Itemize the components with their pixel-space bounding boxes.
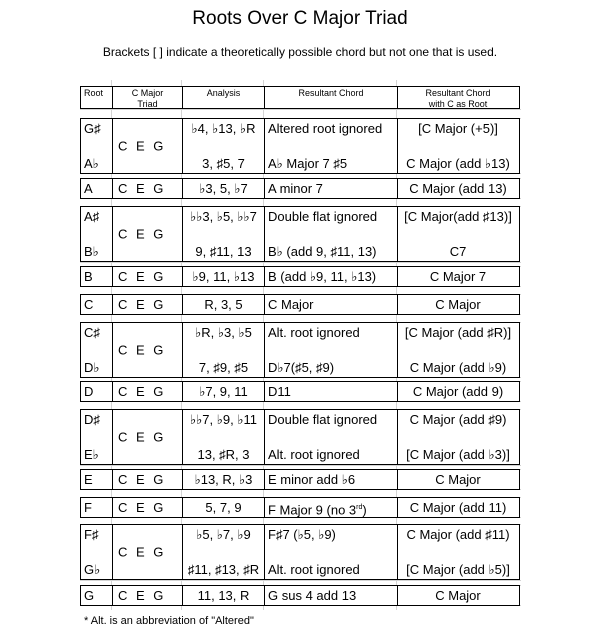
root-name: A [84,181,93,196]
gridline [80,580,521,581]
c-root-chord: C Major 7 [429,269,487,284]
header-resultant-chord: Resultant Chord [264,87,397,108]
root-cell [81,525,112,579]
root-flat: A♭ [84,156,99,171]
resultant-chord-cell [264,498,397,517]
triad-cell [112,267,182,286]
triad-notes: C E G [118,472,164,487]
table-row [80,409,520,465]
chord-name: E minor add ♭6 [268,472,356,487]
root-name: E [84,472,93,487]
table-header [80,86,520,109]
root-sharp: C♯ [84,325,100,340]
analysis-flat: 3, ♯5, 7 [202,156,245,171]
chord-flat: D♭7(♯5, ♯9) [268,360,335,375]
chord-flat: B♭ (add 9, ♯11, 13) [268,244,377,259]
chord-flat: A♭ Major 7 ♯5 [268,156,348,171]
table-row [80,206,520,262]
root-cell [81,119,112,173]
c-root-chord-cell [397,525,518,579]
triad-notes: C E G [118,544,164,560]
root-flat: D♭ [84,360,100,375]
triad-cell [112,498,182,517]
c-root-chord-cell [397,382,518,401]
analysis-cell [182,470,264,489]
chord-sharp: Double flat ignored [268,209,378,224]
analysis-cell [182,382,264,401]
root-cell [81,295,112,314]
root-name: G [84,588,95,603]
triad-cell [112,323,182,377]
chord-name: A minor 7 [268,181,323,196]
c-root-sharp: [C Major (+5)] [418,121,498,136]
analysis-cell [182,295,264,314]
triad-notes: C E G [118,269,164,284]
resultant-chord-cell [264,267,397,286]
analysis-cell [182,207,264,261]
subtitle-note: Brackets [ ] indicate a theoretically possible chord but not one that is used. [102,45,498,59]
analysis-flat: 7, ♯9, ♯5 [198,360,249,375]
root-sharp: F♯ [84,527,99,542]
root-cell [81,586,112,605]
root-name: C [84,297,94,312]
header-c-root-line1: Resultant Chord [425,88,491,98]
triad-notes: C E G [118,181,164,196]
triad-notes: C E G [118,226,164,242]
chord-text: F Major 9 (no 3 [268,502,357,518]
c-root-chord-cell [397,323,518,377]
c-root-chord-cell [397,119,518,173]
analysis-value: ♭7, 9, 11 [199,384,248,399]
table-row [80,585,520,606]
analysis-cell [182,119,264,173]
footnote: * Alt. is an abbreviation of "Altered" [84,615,254,627]
resultant-chord-cell [264,207,397,261]
triad-cell [112,295,182,314]
chord-sharp: Double flat ignored [268,412,378,427]
chord-flat: Alt. root ignored [268,447,360,462]
c-root-sharp: [C Major (add ♯R)] [404,325,512,340]
resultant-chord-cell [264,295,397,314]
root-cell [81,179,112,198]
header-analysis: Analysis [182,87,264,108]
triad-cell [112,470,182,489]
analysis-flat: 9, ♯11, 13 [195,244,252,259]
root-sharp: G♯ [84,121,101,136]
analysis-value: ♭9, 11, ♭13 [192,269,255,284]
table-row [80,266,520,287]
c-root-chord: C Major [435,472,481,487]
table-row [80,118,520,174]
table-row [80,381,520,402]
analysis-flat: 13, ♯R, 3 [197,447,250,462]
analysis-cell [182,586,264,605]
chord-name [268,500,367,517]
triad-cell [112,119,182,173]
chord-flat: Alt. root ignored [268,562,360,577]
header-root: Root [84,88,104,98]
triad-cell [112,382,182,401]
header-c-root-line2: with C as Root [428,99,488,109]
chord-superscript: rd [356,504,363,511]
triad-notes: C E G [118,429,164,445]
root-sharp: D♯ [84,412,100,427]
root-cell [81,267,112,286]
page-title: Roots Over C Major Triad [192,8,408,29]
triad-notes: C E G [118,384,164,399]
analysis-cell [182,323,264,377]
root-name: F [84,500,92,515]
triad-notes: C E G [118,500,164,515]
analysis-cell [182,498,264,517]
c-root-flat: C Major (add ♭13) [406,156,510,171]
resultant-chord-cell [264,382,397,401]
table-row [80,497,520,518]
c-root-chord: C Major (add 9) [412,384,504,399]
chord-name: C Major [268,297,314,312]
analysis-sharp: ♭♭3, ♭5, ♭♭7 [190,209,257,224]
chord-sharp: Altered root ignored [268,121,383,136]
root-cell [81,470,112,489]
resultant-chord-cell [264,323,397,377]
table-row [80,322,520,378]
analysis-value: 5, 7, 9 [205,500,242,515]
analysis-cell [182,410,264,464]
analysis-value: ♭3, 5, ♭7 [199,181,248,196]
c-root-flat: [C Major (add ♭5)] [406,562,510,577]
chord-text-end: ) [362,502,367,518]
c-root-flat: C7 [449,244,467,259]
triad-notes: C E G [118,138,164,154]
chord-sharp: Alt. root ignored [268,325,360,340]
chord-name: D11 [268,384,291,399]
triad-notes: C E G [118,342,164,358]
c-root-chord-cell [397,267,518,286]
root-cell [81,498,112,517]
analysis-flat: ♯11, ♯13, ♯R [187,562,260,577]
chord-name: G sus 4 add 13 [268,588,357,603]
resultant-chord-cell [264,119,397,173]
analysis-sharp: ♭R, ♭3, ♭5 [195,325,252,340]
c-root-chord: C Major [435,588,481,603]
root-name: D [84,384,94,399]
c-root-chord: C Major (add 13) [409,181,507,196]
header-triad-line1: C Major [131,88,164,98]
resultant-chord-cell [264,179,397,198]
table-row [80,524,520,580]
root-flat: G♭ [84,562,101,577]
c-root-sharp: [C Major(add ♯13)] [404,209,512,224]
header-triad [112,87,182,108]
triad-notes: C E G [118,588,164,603]
analysis-sharp: ♭4, ♭13, ♭R [191,121,256,136]
c-root-flat: C Major (add ♭9) [409,360,507,375]
c-root-sharp: C Major (add ♯9) [409,412,507,427]
c-root-chord-cell [397,410,518,464]
analysis-sharp: ♭5, ♭7, ♭9 [196,527,251,542]
analysis-cell [182,267,264,286]
root-cell [81,323,112,377]
table-row [80,178,520,199]
root-sharp: A♯ [84,209,100,224]
c-root-chord: C Major (add 11) [409,500,507,515]
analysis-sharp: ♭♭7, ♭9, ♭11 [190,412,257,427]
table-row [80,469,520,490]
analysis-value: R, 3, 5 [204,297,243,312]
table-row [80,294,520,315]
header-triad-line2: Triad [137,99,158,109]
gridline [80,465,521,466]
root-cell [81,382,112,401]
c-root-chord-cell [397,498,518,517]
chord-name: B (add ♭9, 11, ♭13) [268,269,377,284]
c-root-chord-cell [397,295,518,314]
c-root-chord-cell [397,207,518,261]
c-root-sharp: C Major (add ♯11) [406,527,510,542]
triad-cell [112,586,182,605]
analysis-value: 11, 13, R [197,588,250,603]
triad-cell [112,207,182,261]
root-name: B [84,269,93,284]
c-root-chord-cell [397,470,518,489]
resultant-chord-cell [264,586,397,605]
triad-cell [112,179,182,198]
c-root-chord: C Major [435,297,481,312]
gridline [80,262,521,263]
analysis-cell [182,179,264,198]
root-flat: B♭ [84,244,99,259]
c-root-flat: [C Major (add ♭3)] [406,447,510,462]
triad-cell [112,525,182,579]
resultant-chord-cell [264,410,397,464]
root-cell [81,207,112,261]
analysis-cell [182,525,264,579]
header-resultant-c-root [397,87,518,108]
resultant-chord-cell [264,470,397,489]
resultant-chord-cell [264,525,397,579]
c-root-chord-cell [397,586,518,605]
triad-cell [112,410,182,464]
root-cell [81,410,112,464]
triad-notes: C E G [118,297,164,312]
c-root-chord-cell [397,179,518,198]
analysis-value: ♭13, R, ♭3 [194,472,253,487]
chord-sharp: F♯7 (♭5, ♭9) [268,527,336,542]
root-flat: E♭ [84,447,99,462]
